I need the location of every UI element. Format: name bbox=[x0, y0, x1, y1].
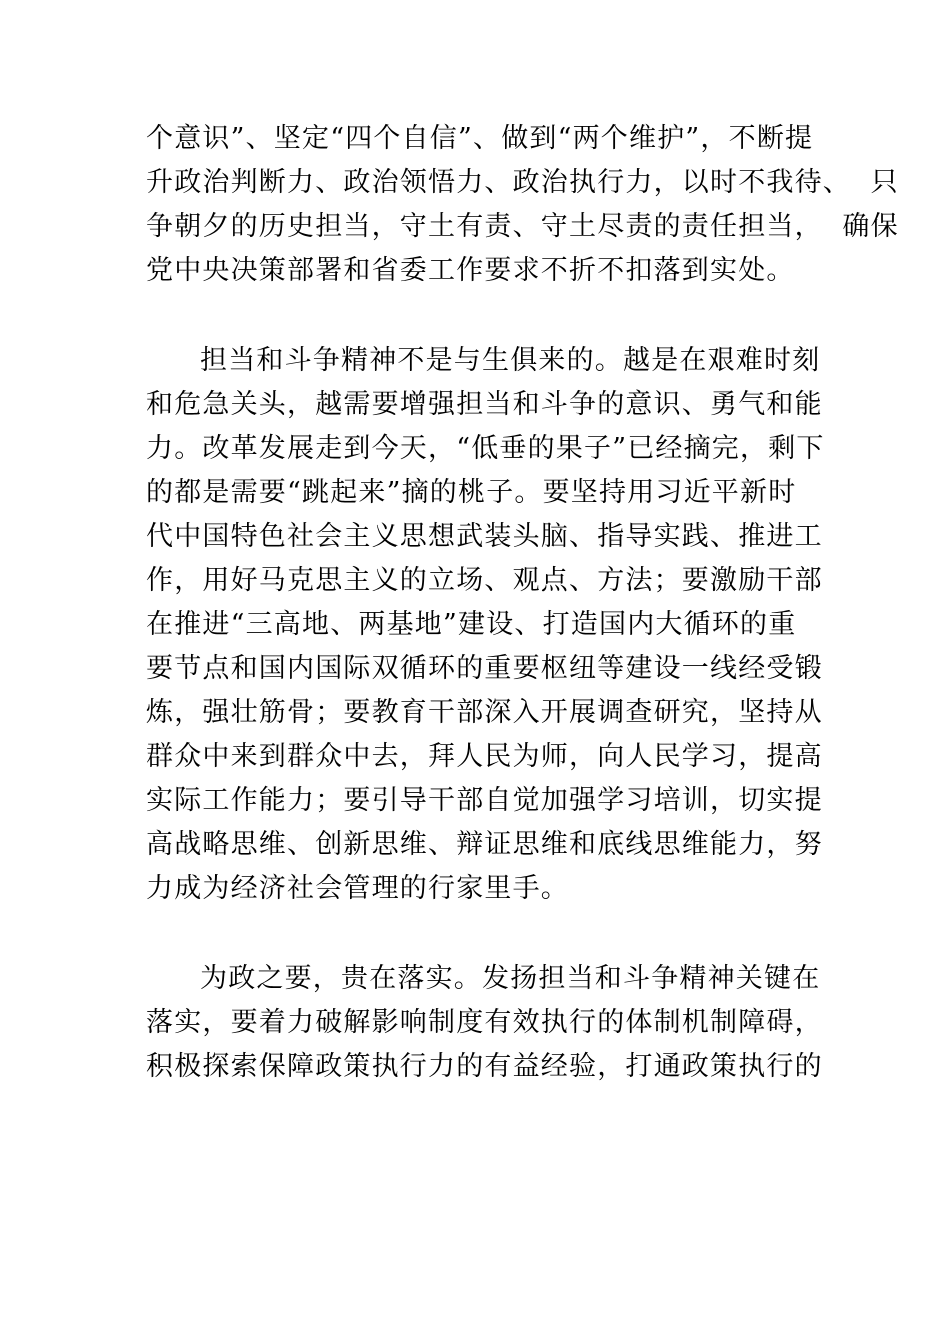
paragraph-line: 力。改革发展走到今天，“低垂的果子”已经摘完，剩下 bbox=[146, 433, 825, 464]
paragraph-line: 争朝夕的历史担当，守土有责、守土尽责的责任担当， 确保 bbox=[146, 211, 899, 242]
paragraph-line: 和危急关头，越需要增强担当和斗争的意识、勇气和能 bbox=[146, 389, 823, 420]
paragraph-line: 升政治判断力、政治领悟力、政治执行力，以时不我待、 只 bbox=[146, 167, 899, 198]
paragraph-line: 个意识”、坚定“四个自信”、做到“两个维护”，不断提 bbox=[146, 123, 814, 154]
paragraph-line: 代中国特色社会主义思想武装头脑、指导实践、推进工 bbox=[146, 521, 823, 552]
paragraph-line: 党中央决策部署和省委工作要求不折不扣落到实处。 bbox=[146, 255, 795, 286]
paragraph-line: 的都是需要“跳起来”摘的桃子。要坚持用习近平新时 bbox=[146, 477, 797, 508]
paragraph-line: 要节点和国内国际双循环的重要枢纽等建设一线经受锻 bbox=[146, 653, 823, 684]
paragraph-line: 炼，强壮筋骨；要教育干部深入开展调查研究，坚持从 bbox=[146, 697, 823, 728]
paragraph-line: 实际工作能力；要引导干部自觉加强学习培训，切实提 bbox=[146, 785, 823, 816]
paragraph-line: 落实，要着力破解影响制度有效执行的体制机制障碍， bbox=[146, 1007, 823, 1038]
paragraph-line: 作，用好马克思主义的立场、观点、方法；要激励干部 bbox=[146, 565, 823, 596]
paragraph-line: 担当和斗争精神不是与生俱来的。越是在艰难时刻 bbox=[200, 345, 821, 376]
paragraph-line: 在推进“三高地、两基地”建设、打造国内大循环的重 bbox=[146, 609, 797, 640]
paragraph-line: 力成为经济社会管理的行家里手。 bbox=[146, 873, 569, 904]
paragraph-line: 高战略思维、创新思维、辩证思维和底线思维能力，努 bbox=[146, 829, 823, 860]
paragraph-line: 为政之要，贵在落实。发扬担当和斗争精神关键在 bbox=[200, 963, 821, 994]
paragraph-line: 群众中来到群众中去，拜人民为师，向人民学习，提高 bbox=[146, 741, 823, 772]
paragraph-line: 积极探索保障政策执行力的有益经验，打通政策执行的 bbox=[146, 1051, 823, 1082]
